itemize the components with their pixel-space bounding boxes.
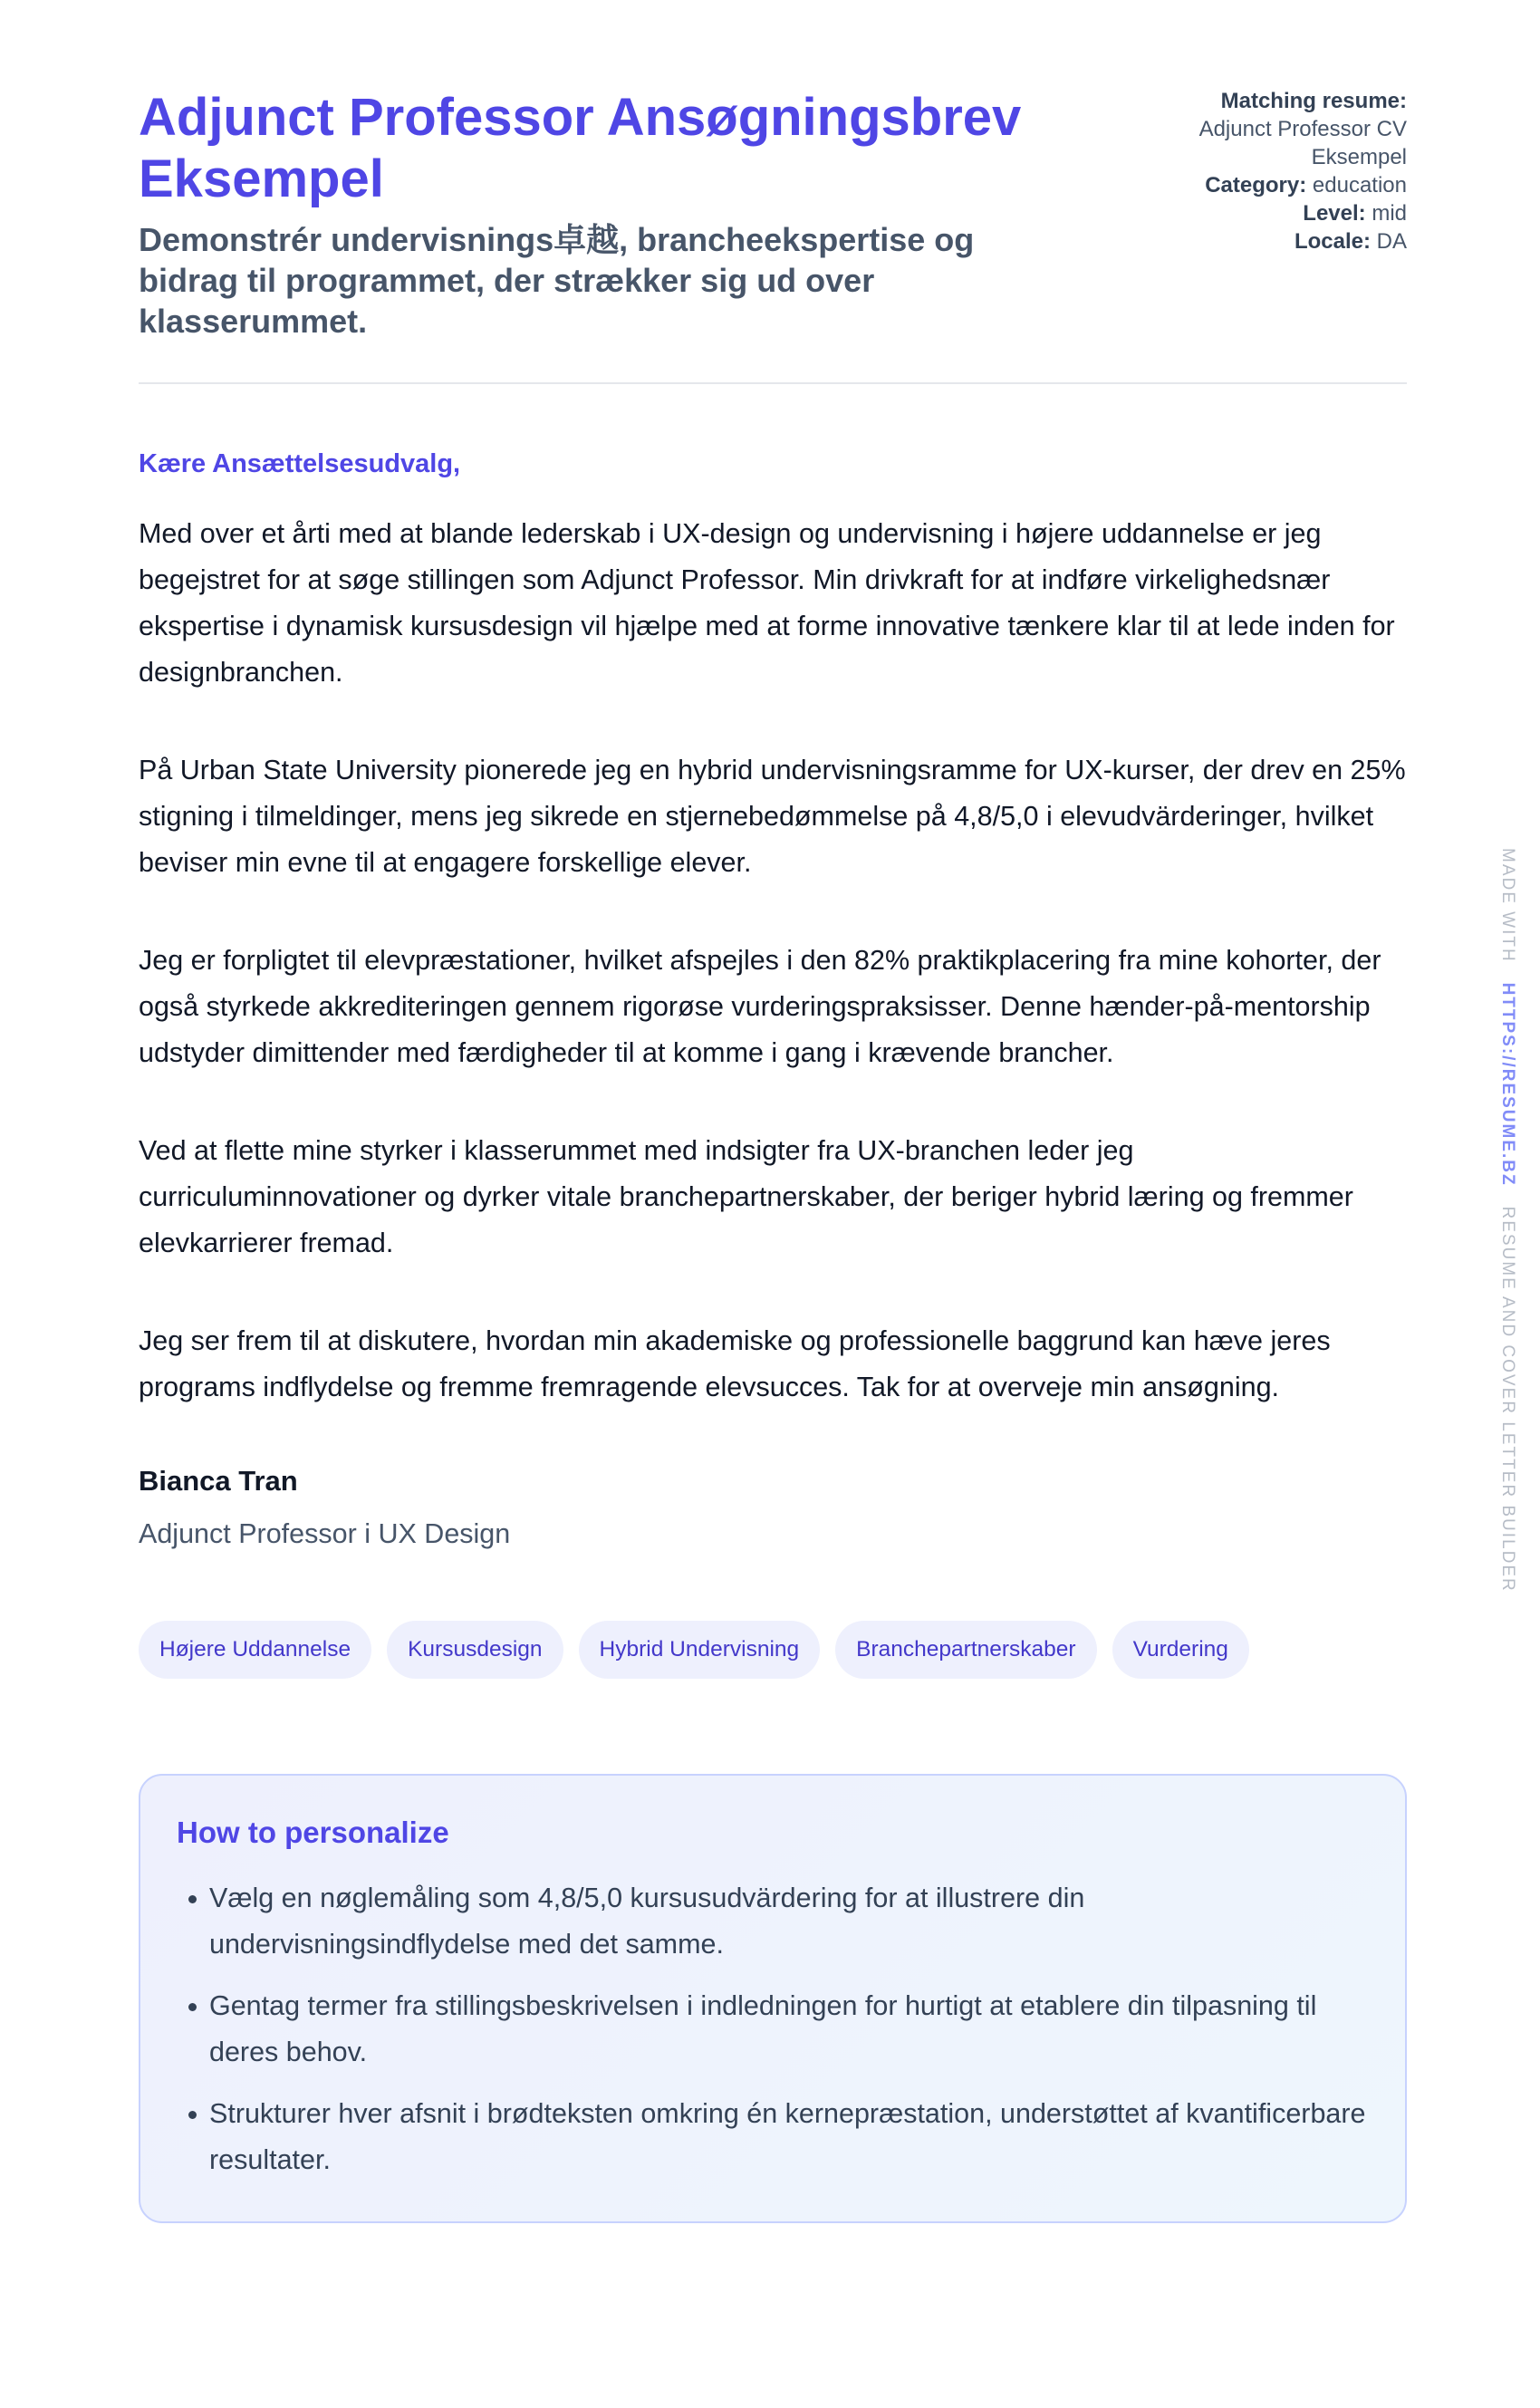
- tag-chip[interactable]: Højere Uddannelse: [139, 1621, 371, 1679]
- meta-matching-resume: [1135, 87, 1407, 171]
- tips-title: How to personalize: [177, 1816, 449, 1849]
- meta-level-value: mid: [1372, 201, 1407, 226]
- side-credit-prefix: MADE WITH: [1498, 848, 1517, 963]
- letter-paragraph: Med over et årti med at blande lederskab i UX-design og undervisning i højere uddannelse er jeg begejstret for at søge stillingen som Adjunct Professor. Min drivkraft for at indføre virkelighedsnær ekspertise i dynamisk kursusdesign vil hjælpe med at forme innovative tænkere klar til at lede inden for designbranchen.: [139, 518, 1395, 688]
- tip-item: Strukturer hver afsnit i brødteksten omkring én kernepræstation, understøttet af kvantificerbare resultater.: [209, 2091, 1369, 2183]
- tip-item: Gentag termer fra stillingsbeskrivelsen i indledningen for hurtigt at etablere din tilpasning til deres behov.: [209, 1983, 1369, 2076]
- tip-item: Vælg en nøglemåling som 4,8/5,0 kursusudvärdering for at illustrere din undervisningsindflydelse med det samme.: [209, 1875, 1369, 1968]
- letter-paragraph: Ved at flette mine styrker i klasserummet med indsigter fra UX-branchen leder jeg curriculuminnovationer og dyrker vitale branchepartnerskaber, der beriger hybrid læring og fremmer elevkarrierer fremad.: [139, 1135, 1353, 1258]
- letter-body: [139, 384, 1407, 1553]
- meta-locale-value: DA: [1376, 229, 1407, 254]
- tips-list: [177, 1875, 1369, 2183]
- meta-level-label: Level:: [1303, 201, 1366, 226]
- signature-name: Bianca Tran: [139, 1465, 298, 1497]
- meta-matching-resume-value[interactable]: Adjunct Professor CV Eksempel: [1198, 117, 1407, 169]
- tag-chip[interactable]: Hybrid Undervisning: [579, 1621, 821, 1679]
- page-subtitle: Demonstrér undervisnings卓越, brancheekspertise og bidrag til programmet, der strækker sig ud over klasserummet.: [139, 221, 975, 340]
- personalize-tips-box: [139, 1774, 1407, 2223]
- meta-panel: [1135, 87, 1407, 255]
- meta-locale: [1135, 227, 1407, 255]
- side-credit-suffix: RESUME AND COVER LETTER BUILDER: [1498, 1206, 1517, 1593]
- meta-category: [1135, 171, 1407, 199]
- meta-level: [1135, 199, 1407, 227]
- letter-paragraph: Jeg ser frem til at diskutere, hvordan min akademiske og professionelle baggrund kan hæve jeres programs indflydelse og fremme fremragende elevsucces. Tak for at overveje min ansøgning.: [139, 1325, 1331, 1402]
- page-header: [139, 87, 1407, 384]
- signature-role: Adjunct Professor i UX Design: [139, 1518, 511, 1549]
- meta-matching-resume-label: Matching resume:: [1220, 89, 1407, 113]
- side-credit: [1481, 848, 1517, 1591]
- meta-category-value: education: [1312, 173, 1407, 197]
- letter-paragraph: Jeg er forpligtet til elevpræstationer, hvilket afspejles i den 82% praktikplacering fra mine kohorter, der også styrkede akkrediteringen gennem rigorøse vurderingspraksisser. Denne hænder-på-mentorship udstyder dimittender med færdigheder til at komme i gang i krævende brancher.: [139, 945, 1381, 1068]
- header-titles: [139, 87, 1044, 342]
- tag-chip[interactable]: Kursusdesign: [387, 1621, 563, 1679]
- meta-locale-label: Locale:: [1294, 229, 1371, 254]
- cover-letter-page: [139, 87, 1407, 2223]
- tag-list: [139, 1621, 1407, 1679]
- letter-paragraph: På Urban State University pionerede jeg en hybrid undervisningsramme for UX-kurser, der drev en 25% stigning i tilmeldinger, mens jeg sikrede en stjernebedømmelse på 4,8/5,0 i elevudvärderinger, hvilket beviser min evne til at engagere forskellige elever.: [139, 755, 1406, 878]
- side-credit-link[interactable]: HTTPS://RESUME.BZ: [1498, 982, 1517, 1187]
- tag-chip[interactable]: Vurdering: [1112, 1621, 1249, 1679]
- tag-chip[interactable]: Branchepartnerskaber: [835, 1621, 1096, 1679]
- letter-greeting: Kære Ansættelsesudvalg,: [139, 449, 461, 478]
- meta-category-label: Category:: [1205, 173, 1307, 197]
- page-title: Adjunct Professor Ansøgningsbrev Eksempel: [139, 88, 1022, 208]
